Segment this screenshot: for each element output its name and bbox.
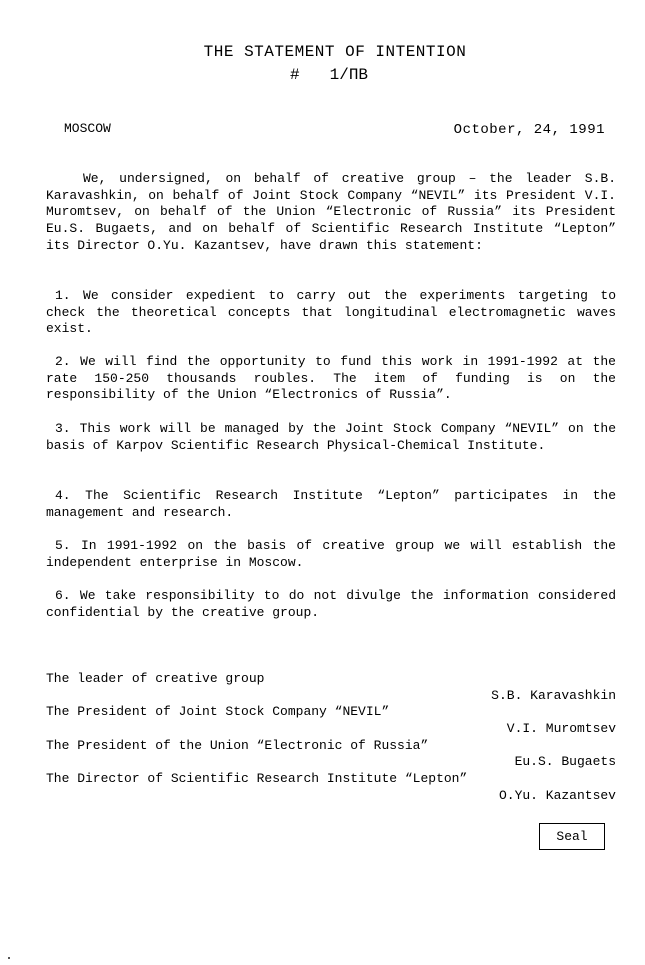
item-number: 3. — [55, 421, 71, 436]
item-number: 2. — [55, 354, 71, 369]
document-title: THE STATEMENT OF INTENTION — [203, 43, 467, 61]
intro-paragraph: We, undersigned, on behalf of creative group – the leader S.B. Karavashkin, on behalf of Joint Stock Company “NEVIL” its President V.I. Muromtsev, on behalf of the Union “Electronic of Russia” its President Eu.S. Bugaets, and on behalf of Scientific Research Institute “Lepton” its Director O.Yu. Kazantsev, have drawn this statement: — [46, 171, 616, 253]
item-text: We consider expedient to carry out the experiments targeting to check the theoretical concepts that longitudinal electromagnetic waves exist. — [46, 288, 616, 337]
signatory-role: The President of Joint Stock Company “NEVIL” — [46, 704, 390, 720]
number-sign: # — [290, 66, 300, 84]
item-text: The Scientific Research Institute “Lepton” participates in the management and research. — [46, 488, 616, 520]
scan-speck — [8, 957, 10, 959]
number-value: 1/ПВ — [329, 66, 369, 84]
seal-box: Seal — [539, 823, 605, 850]
signatory-role: The President of the Union “Electronic of Russia” — [46, 737, 429, 753]
item-number: 4. — [55, 488, 71, 503]
document-date: October, 24, 1991 — [453, 122, 605, 138]
item-number: 6. — [55, 588, 71, 603]
signatory-name: S.B. Karavashkin — [491, 687, 616, 703]
item-text: We will find the opportunity to fund this work in 1991-1992 at the rate 150-250 thousands roubles. The item of funding is on the responsibility of the Union “Electronics of Russia”. — [46, 354, 616, 403]
item-text: In 1991-1992 on the basis of creative group we will establish the independent enterprise in Moscow. — [46, 538, 616, 570]
signatory-role: The leader of creative group — [46, 671, 265, 686]
signatory-name: O.Yu. Kazantsev — [498, 787, 616, 803]
item-paragraph-6 — [46, 588, 616, 621]
signatory-role: The Director of Scientific Research Institute “Lepton” — [46, 771, 468, 787]
item-paragraph-2 — [46, 354, 616, 404]
item-paragraph-1 — [46, 288, 616, 338]
document-number — [290, 66, 368, 84]
item-text: This work will be managed by the Joint Stock Company “NEVIL” on the basis of Karpov Scientific Research Physical-Chemical Institute. — [46, 421, 616, 453]
item-text: We take responsibility to do not divulge the information considered confidential by the creative group. — [46, 588, 616, 620]
item-paragraph-5 — [46, 538, 616, 571]
item-number: 5. — [55, 538, 71, 553]
item-paragraph-3 — [46, 421, 616, 454]
signature-block — [46, 671, 616, 805]
item-number: 1. — [55, 288, 71, 303]
item-paragraph-4 — [46, 488, 616, 521]
city-label: MOSCOW — [64, 121, 111, 136]
signatory-name: Eu.S. Bugaets — [514, 754, 616, 770]
signatory-name: V.I. Muromtsev — [506, 721, 616, 737]
